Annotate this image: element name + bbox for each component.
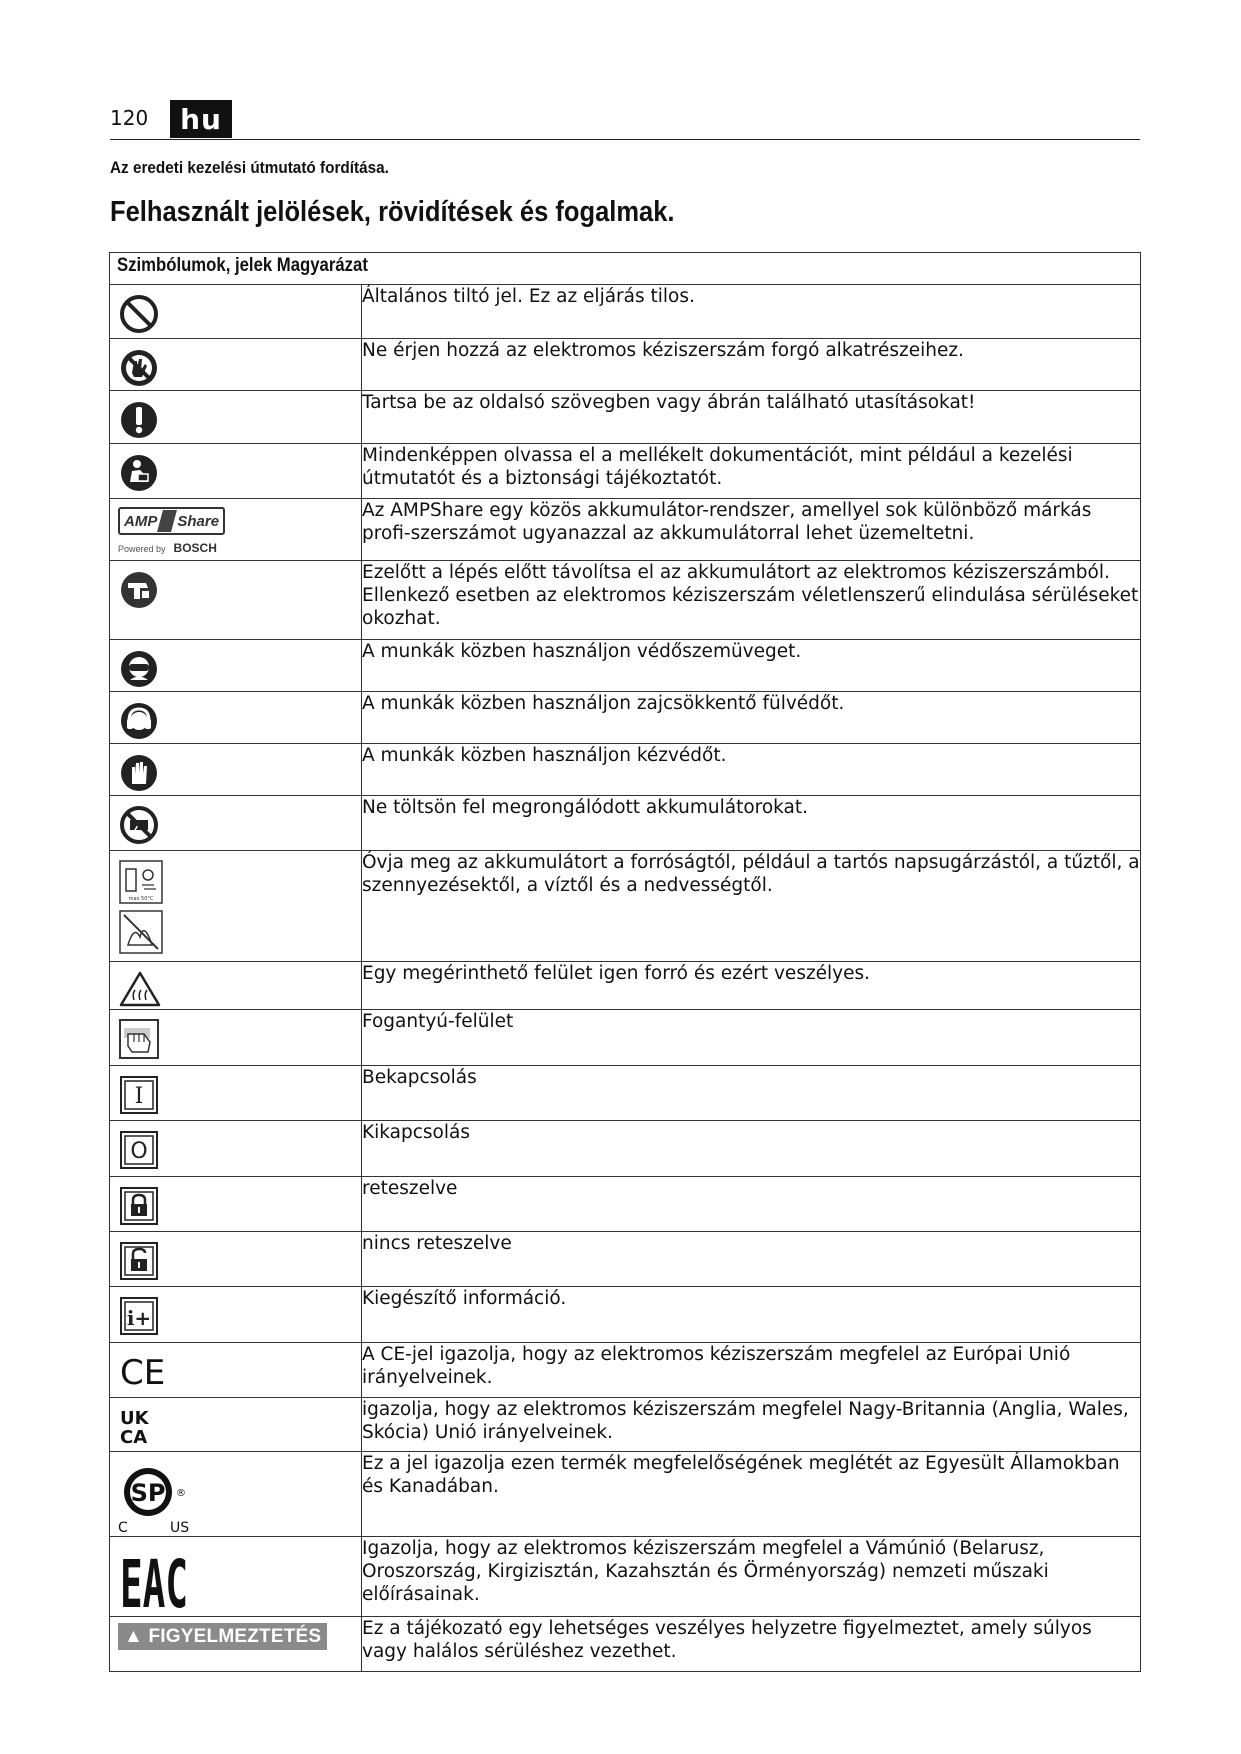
hot-surface-icon [118, 970, 162, 1008]
page-title: Felhasznált jelölések, rövidítések és fogalmak. [110, 196, 675, 228]
row-text: Az AMPShare egy közös akkumulátor-rendszer, amellyel sok különböző márkás profi-szerszámot ugyanazzal az akkumulátorral lehet üzemeltetni. [362, 499, 1141, 561]
row-text: Óvja meg az akkumulátort a forróságtól, például a tartós napsugárzástól, a tűztől, a szennyezésektől, a víztől és a nedvességtől. [362, 851, 1141, 962]
table-row [110, 1287, 1141, 1343]
amp-text: AMP [124, 512, 158, 530]
ear-protection-icon [118, 700, 160, 742]
table-row [110, 285, 1141, 339]
row-text: Tartsa be az oldalsó szövegben vagy ábrán található utasításokat! [362, 391, 1141, 444]
warning-label: ▲ FIGYELMEZTETÉS [118, 1623, 327, 1650]
table-row [110, 1617, 1141, 1672]
table-row [110, 1177, 1141, 1232]
table-row [110, 962, 1141, 1010]
table-header: Szimbólumok, jelek Magyarázat [110, 253, 1141, 285]
ukca-bottom: CA [120, 1427, 148, 1448]
row-text: Mindenképpen olvassa el a mellékelt dokumentációt, mint például a kezelési útmutatót és a biztonsági tájékoztatót. [362, 444, 1141, 499]
row-text: Ez a tájékozató egy lehetséges veszélyes helyzetre figyelmeztet, amely súlyos vagy halálos sérüléshez vezethet. [362, 1617, 1141, 1672]
table-row [110, 1452, 1141, 1537]
row-text: Kikapcsolás [362, 1121, 1141, 1177]
exclamation-icon [118, 399, 160, 441]
table-row [110, 499, 1141, 561]
row-text: Ne töltsön fel megrongálódott akkumulátorokat. [362, 796, 1141, 851]
table-row [110, 339, 1141, 391]
csa-reg: ® [176, 1488, 186, 1499]
switch-off-glyph: O [130, 1139, 148, 1164]
share-text: Share [177, 512, 220, 530]
row-text: Ne érjen hozzá az elektromos kéziszerszám forgó alkatrészeihez. [362, 339, 1141, 391]
switch-off-icon [118, 1129, 160, 1171]
table-row [110, 444, 1141, 499]
bosch-text: BOSCH [173, 541, 217, 555]
grip-surface-icon [118, 1018, 160, 1060]
csa-glyph: SP [130, 1479, 166, 1507]
row-text: Egy megérinthető felület igen forró és ezért veszélyes. [362, 962, 1141, 1010]
eac-mark-icon [118, 1545, 198, 1623]
unlocked-icon [118, 1240, 160, 1282]
row-text: nincs reteszelve [362, 1232, 1141, 1287]
info-icon [118, 1295, 160, 1337]
locked-icon [118, 1185, 160, 1227]
ukca-mark-icon [118, 1406, 158, 1448]
table-row [110, 796, 1141, 851]
switch-on-glyph: I [134, 1084, 144, 1109]
row-text: A munkák közben használjon védőszemüveget. [362, 640, 1141, 692]
symbols-table [109, 252, 1141, 1672]
table-row [110, 1537, 1141, 1617]
info-glyph: i+ [126, 1306, 152, 1330]
csa-mark-icon [118, 1460, 208, 1536]
powered-by-text: Powered by [118, 544, 166, 554]
row-text: A CE-jel igazolja, hogy az elektromos kéziszerszám megfelel az Európai Unió irányelveinek. [362, 1343, 1141, 1398]
table-header-row [110, 253, 1141, 285]
language-badge: hu [170, 100, 232, 138]
no-touch-rotating-parts-icon [118, 347, 160, 389]
page-header [110, 100, 1140, 140]
ampshare-logo [110, 499, 361, 555]
read-manual-icon [118, 452, 160, 494]
table-row [110, 1343, 1141, 1398]
table-row [110, 1121, 1141, 1177]
table-row [110, 561, 1141, 640]
table-row [110, 640, 1141, 692]
battery-protect-icon [118, 859, 164, 955]
warning-triangle-icon: ▲ [124, 1626, 144, 1647]
temp-label: max 50°C [128, 896, 154, 902]
row-text: Igazolja, hogy az elektromos kéziszerszám megfelel a Vámúnió (Belarusz, Oroszország, Kirgizisztán, Kazahsztán és Örményország) nemzeti műszaki előírásainak. [362, 1537, 1141, 1617]
remove-battery-icon [118, 569, 160, 611]
table-row [110, 1398, 1141, 1452]
table-row [110, 1232, 1141, 1287]
table-row [110, 851, 1141, 962]
row-text: Általános tiltó jel. Ez az eljárás tilos. [362, 285, 1141, 339]
row-text: Fogantyú-felület [362, 1010, 1141, 1066]
row-text: Ez a jel igazolja ezen termék megfelelőségének meglétét az Egyesült Államokban és Kanadában. [362, 1452, 1141, 1537]
switch-on-icon [118, 1074, 160, 1116]
gloves-icon [118, 752, 160, 794]
csa-right-mark: US [170, 1520, 190, 1536]
prohibition-icon [118, 293, 160, 335]
row-text: Kiegészítő információ. [362, 1287, 1141, 1343]
row-text: igazolja, hogy az elektromos kéziszerszám megfelel Nagy-Britannia (Anglia, Wales, Skócia) Unió irányelveinek. [362, 1398, 1141, 1452]
safety-goggles-icon [118, 648, 160, 690]
no-damaged-battery-icon [118, 804, 160, 846]
csa-left-mark: C [118, 1520, 128, 1536]
table-row [110, 692, 1141, 744]
row-text: Ezelőtt a lépés előtt távolítsa el az akkumulátort az elektromos kéziszerszámból. Ellenkező esetben az elektromos kéziszerszám véletlenszerű elindulása sérüléseket okozhat. [362, 561, 1141, 640]
table-row [110, 1066, 1141, 1121]
row-text: Bekapcsolás [362, 1066, 1141, 1121]
row-text: A munkák közben használjon zajcsökkentő fülvédőt. [362, 692, 1141, 744]
row-text: reteszelve [362, 1177, 1141, 1232]
table-row [110, 744, 1141, 796]
document-subtitle: Az eredeti kezelési útmutató fordítása. [110, 158, 389, 177]
eac-glyph: EAC [120, 1546, 188, 1623]
ce-mark-icon [118, 1351, 168, 1391]
table-row [110, 1010, 1141, 1066]
ukca-top: UK [120, 1408, 149, 1429]
table-row [110, 391, 1141, 444]
row-text: A munkák közben használjon kézvédőt. [362, 744, 1141, 796]
page-number: 120 [110, 106, 149, 130]
ce-glyph: CE [120, 1353, 166, 1393]
